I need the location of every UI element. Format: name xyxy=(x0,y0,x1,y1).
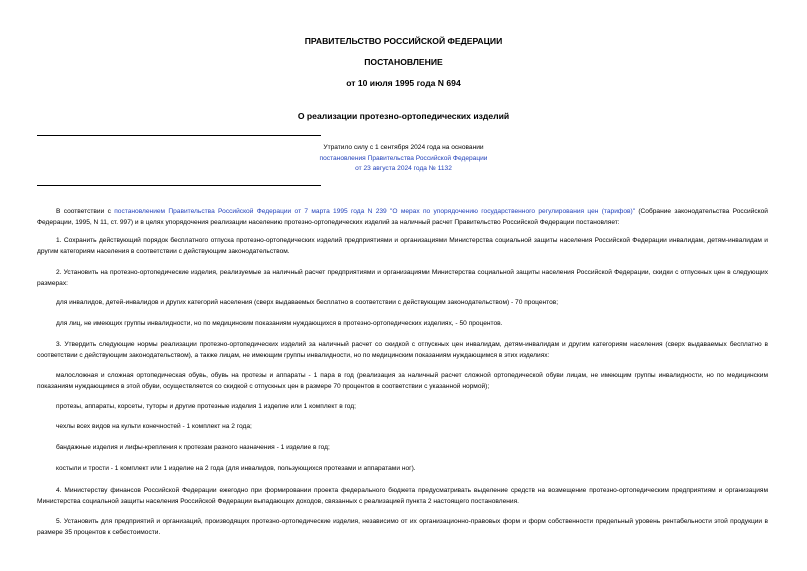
repeal-decree-date-link[interactable]: от 23 августа 2024 года № 1132 xyxy=(355,165,452,173)
paragraph-3-item-prostheses: протезы, аппараты, корсеты, туторы и другие протезные изделия 1 изделие или 1 комплект в год; xyxy=(56,403,356,410)
date-number-heading: от 10 июля 1995 года N 694 xyxy=(346,78,461,88)
status-note xyxy=(0,143,807,175)
paragraph-4: 4. Министерству финансов Российской Федерации ежегодно при формировании проекта федерального бюджета предусматривать выделение средств на возмещение протезно-ортопедическим предприятиям и организациям Министерства социальной защиты населения Российской Федерации выпадающих доходов, связанных с реализацией пункта 2 настоящего постановления. xyxy=(37,487,768,505)
bottom-divider xyxy=(37,185,321,186)
paragraph-2-item-b: для лиц, не имеющих группы инвалидности, но по медицинским показаниям нуждающихся в протезно-ортопедических изделиях, - 50 процентов. xyxy=(56,320,503,327)
paragraph-3-item-footwear: малосложная и сложная ортопедическая обувь, обувь на протезы и аппараты - 1 пара в год (реализация за наличный расчет сложной ортопедической обуви лицам, не имеющим группы инвалидности, но по медицинским показаниям нуждающимся в этой обуви, осуществляется со скидкой с отпускных цен в размере 70 процентов в соответствии с указанной нормой); xyxy=(37,372,768,390)
status-note-line: Утратило силу с 1 сентября 2024 года на основании xyxy=(323,144,484,151)
paragraph-3-item-bandages: бандажные изделия и лифы-крепления к протезам разного назначения - 1 изделие в год; xyxy=(56,444,330,451)
paragraph-2: 2. Установить на протезно-ортопедические изделия, реализуемые за наличный расчет предприятиями и организациями Министерства социальной защиты населения Российской Федерации, скидки с отпускных цен в следующих размерах: xyxy=(37,269,768,287)
paragraph-3: 3. Утвердить следующие нормы реализации протезно-ортопедических изделий за наличный расчет со скидкой с отпускных цен инвалидам, детям-инвалидам и другим категориям населения (сверх выдаваемых бесплатно в соответствии с действующим законодательством), а также лицам, не имеющим группы инвалидности, но по медицинским показаниям нуждающимся в этих изделиях: xyxy=(37,341,768,359)
repeal-decree-link[interactable]: постановления Правительства Российской Федерации xyxy=(319,154,488,162)
paragraph-3-item-crutches: костыли и трости - 1 комплект или 1 изделие на 2 года (для инвалидов, пользующихся протезами и аппаратами ног). xyxy=(56,465,416,472)
paragraph-1: 1. Сохранить действующий порядок бесплатного отпуска протезно-ортопедических изделий предприятиями и организациями Министерства социальной защиты населения Российской Федерации инвалидам, детям-инвалидам и другим категориям населения в соответствии с действующим законодательством. xyxy=(37,237,768,255)
document-title: О реализации протезно-ортопедических изделий xyxy=(297,111,510,121)
preamble-paragraph: В соответствии с постановлением Правительства Российской Федерации от 7 марта 1995 года N 239 "О мерах по упорядочению государственного регулирования цен (тарифов)" (Собрание законодательства Российской Федерации, 1995, N 11, ст. 997) и в целях упорядочения реализации населению протезно-ортопедических изделий за наличный расчет Правительство Российской Федерации постановляет: xyxy=(37,208,768,226)
paragraph-3-item-covers: чехлы всех видов на культи конечностей - 1 комплект на 2 года; xyxy=(56,423,252,430)
document-type-heading: ПОСТАНОВЛЕНИЕ xyxy=(364,57,443,67)
paragraph-5: 5. Установить для предприятий и организаций, производящих протезно-ортопедические изделия, независимо от их организационно-правовых форм и форм собственности предельный уровень рентабельности этой продукции в размере 35 процентов к себестоимости. xyxy=(37,518,768,536)
top-divider xyxy=(37,135,321,136)
decree-239-link[interactable]: постановлением Правительства Российской Федерации от 7 марта 1995 года N 239 "О мерах по упорядочению государственного регулирования цен (тарифов)" xyxy=(114,208,636,215)
paragraph-2-item-a: для инвалидов, детей-инвалидов и других категорий населения (сверх выдаваемых бесплатно в соответствии с действующим законодательством) - 70 процентов; xyxy=(56,299,559,306)
government-heading: ПРАВИТЕЛЬСТВО РОССИЙСКОЙ ФЕДЕРАЦИИ xyxy=(304,36,503,46)
